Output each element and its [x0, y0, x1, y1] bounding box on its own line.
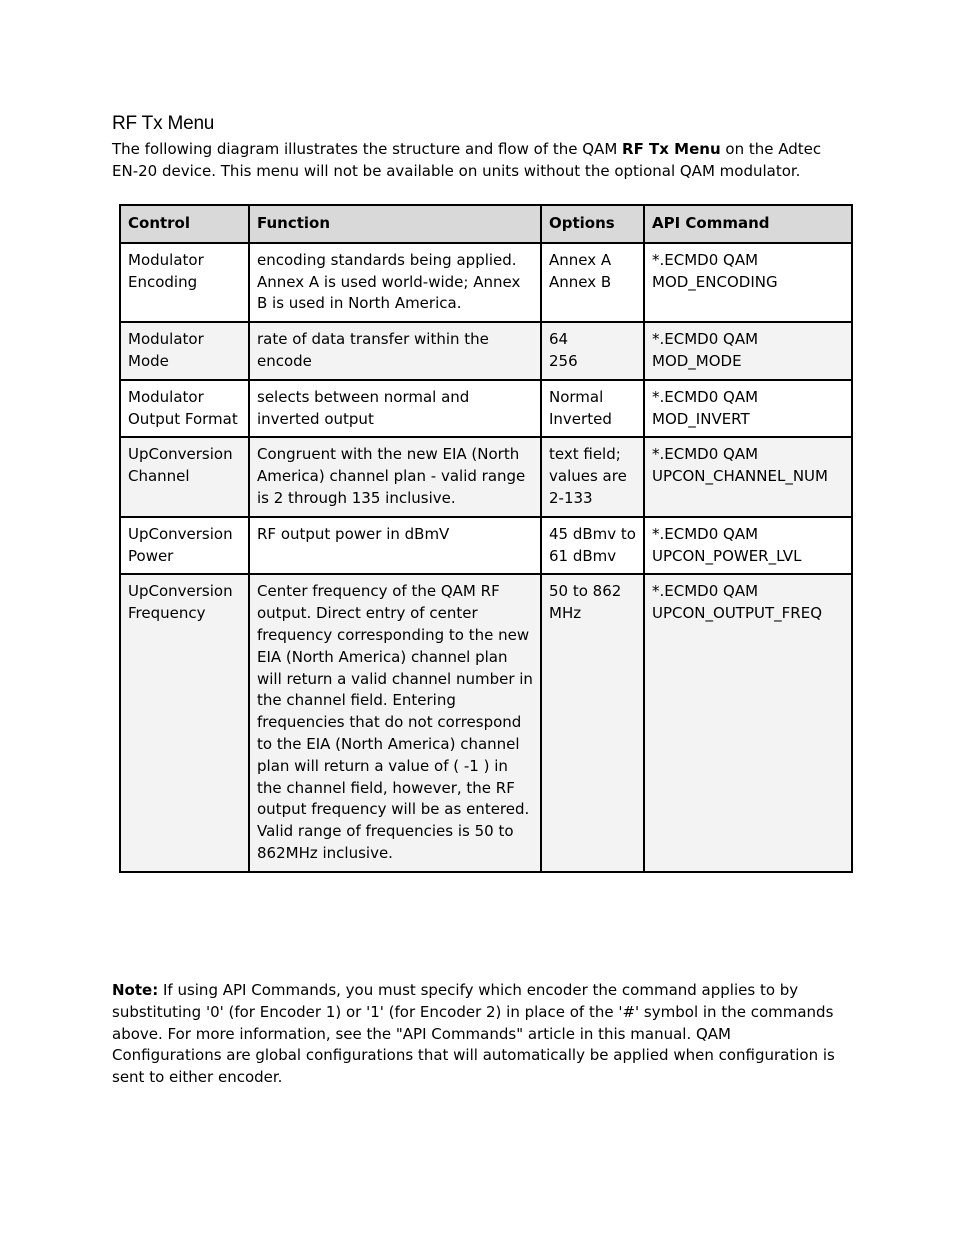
rf-tx-table [119, 204, 853, 873]
api-command: UPCON_POWER_LVL [652, 546, 802, 565]
option-value: 50 to 862 MHz [549, 582, 622, 623]
table-row [120, 380, 852, 438]
api-command: MOD_MODE [652, 351, 742, 370]
cell-control: Modulator Mode [120, 322, 249, 380]
rf-tx-table-container [119, 204, 851, 873]
option-value: Annex B [549, 272, 612, 291]
cell-options [541, 380, 644, 438]
cell-function: Center frequency of the QAM RF output. Direct entry of center frequency corresponding to the new EIA (North America) channel plan will return a valid channel number in the channel field. Entering frequencies that do not correspond to the EIA (North America) channel plan will return a value of ( -1 ) in the channel field, however, the RF output frequency will be as entered. Valid range of frequencies is 50 to 862MHz inclusive. [249, 574, 541, 871]
intro-paragraph [112, 138, 832, 182]
cell-function: Congruent with the new EIA (North America) channel plan - valid range is 2 through 135 inclusive. [249, 437, 541, 516]
cell-function: rate of data transfer within the encode [249, 322, 541, 380]
option-value: Annex A [549, 250, 612, 269]
cell-function: RF output power in dBmV [249, 517, 541, 575]
option-value: 45 dBmv to 61 dBmv [549, 524, 636, 565]
header-api-command: API Command [644, 205, 852, 243]
cell-control: Modulator Output Format [120, 380, 249, 438]
cell-function: encoding standards being applied. Annex A is used world-wide; Annex B is used in North America. [249, 243, 541, 322]
api-prefix: *.ECMD0 QAM [652, 582, 759, 601]
cell-api [644, 437, 852, 516]
option-value: Normal [549, 387, 604, 406]
table-row [120, 243, 852, 322]
option-value: 256 [549, 351, 578, 370]
api-command: UPCON_CHANNEL_NUM [652, 467, 828, 486]
cell-api [644, 380, 852, 438]
api-command: MOD_ENCODING [652, 272, 778, 291]
cell-control: Modulator Encoding [120, 243, 249, 322]
note-paragraph [112, 980, 842, 1089]
table-header-row [120, 205, 852, 243]
table-row [120, 517, 852, 575]
header-options: Options [541, 205, 644, 243]
cell-options [541, 243, 644, 322]
api-prefix: *.ECMD0 QAM [652, 445, 759, 464]
api-command: UPCON_OUTPUT_FREQ [652, 604, 822, 623]
option-value: Inverted [549, 409, 612, 428]
cell-options [541, 574, 644, 871]
option-value: 64 [549, 330, 569, 349]
cell-api [644, 574, 852, 871]
api-command: MOD_INVERT [652, 409, 750, 428]
api-prefix: *.ECMD0 QAM [652, 387, 759, 406]
cell-control: UpConversion Frequency [120, 574, 249, 871]
page-heading: RF Tx Menu [112, 113, 215, 134]
note-label: Note: [112, 981, 159, 999]
intro-text-before: The following diagram illustrates the structure and flow of the QAM [112, 140, 623, 158]
cell-options [541, 322, 644, 380]
note-text: If using API Commands, you must specify which encoder the command applies to by substituting '0' (for Encoder 1) or '1' (for Encoder 2) in place of the '#' symbol in the commands above. For more information, see the "API Commands" article in this manual. QAM Configurations are global configurations that will automatically be applied when configuration is sent to either encoder. [112, 981, 835, 1087]
cell-api [644, 243, 852, 322]
cell-api [644, 322, 852, 380]
header-function: Function [249, 205, 541, 243]
cell-options [541, 437, 644, 516]
header-control: Control [120, 205, 249, 243]
table-row [120, 437, 852, 516]
cell-control: UpConversion Power [120, 517, 249, 575]
cell-function: selects between normal and inverted output [249, 380, 541, 438]
cell-control: UpConversion Channel [120, 437, 249, 516]
cell-api [644, 517, 852, 575]
api-prefix: *.ECMD0 QAM [652, 524, 759, 543]
cell-options [541, 517, 644, 575]
api-prefix: *.ECMD0 QAM [652, 250, 759, 269]
intro-text-after: on the Adtec EN-20 device. This menu will not be available on units without the optional QAM modulator. [112, 140, 822, 180]
table-row [120, 574, 852, 871]
intro-menu-name: RF Tx Menu [622, 140, 721, 158]
option-value: text field; values are 2-133 [549, 445, 627, 507]
api-prefix: *.ECMD0 QAM [652, 330, 759, 349]
table-row [120, 322, 852, 380]
